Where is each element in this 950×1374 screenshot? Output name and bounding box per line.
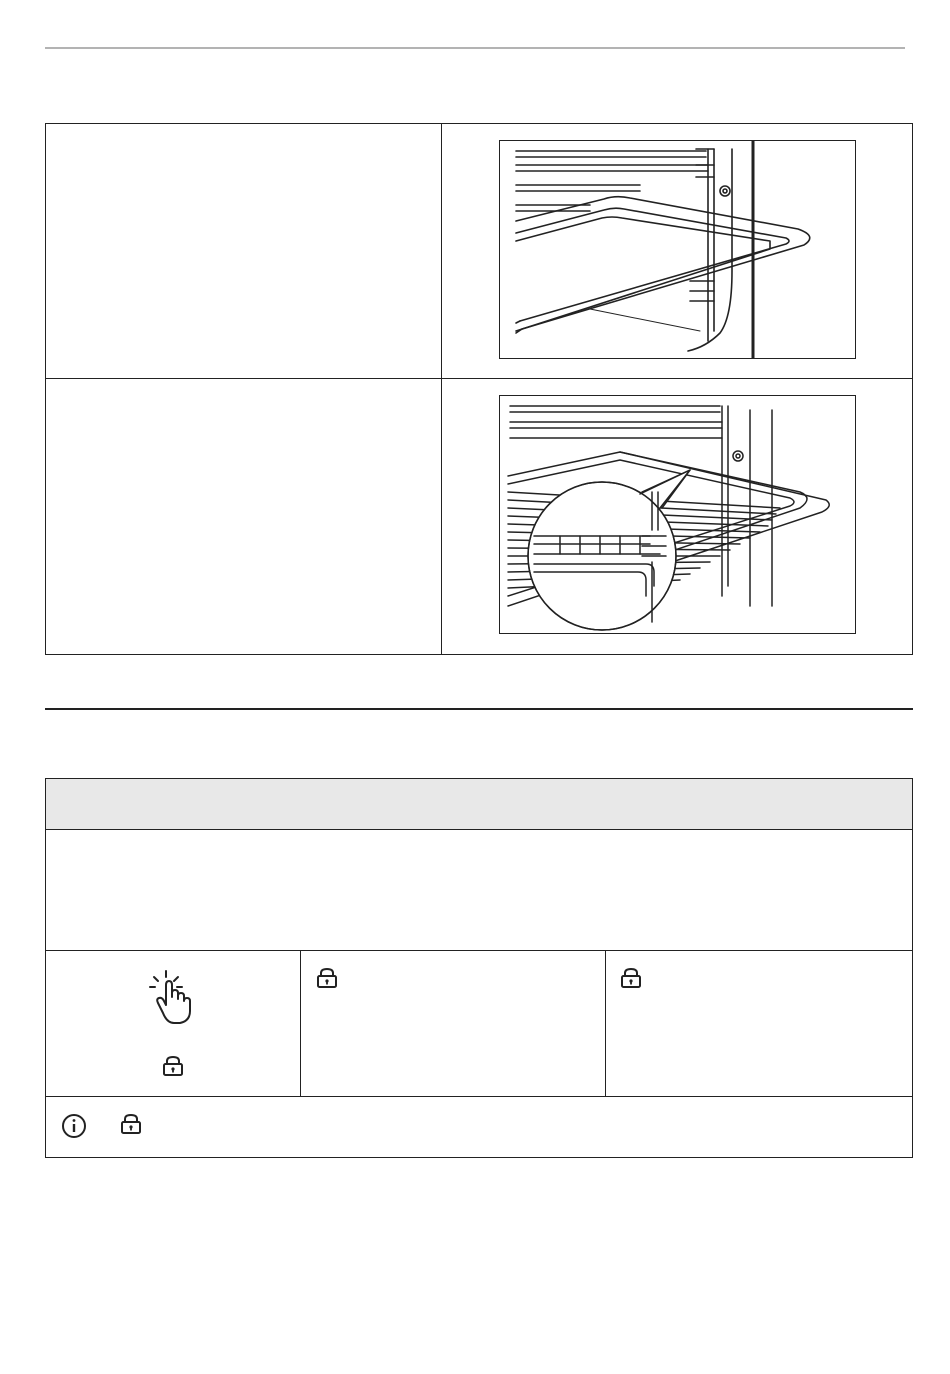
padlock-icon [120,1113,142,1135]
padlock-icon [162,1055,184,1077]
tray-instruction-cell [46,124,442,378]
lock-function-table [45,778,913,1158]
wire-shelf-row [46,379,912,654]
padlock-icon [620,967,642,989]
wire-shelf-illustration [499,395,856,634]
wire-shelf-illustration-cell [442,379,912,654]
lock-description-cell [46,830,912,951]
section-rule [45,708,913,710]
tray-illustration-cell [442,124,912,378]
lock-step-1 [46,951,301,1096]
lock-step-2 [301,951,606,1096]
lock-info-note [46,1097,912,1157]
lock-step-3 [606,951,912,1096]
accessory-insertion-table [45,123,913,655]
wire-shelf-instruction-cell [46,379,442,654]
padlock-icon [316,967,338,989]
lock-table-header [46,779,912,830]
baking-tray-illustration [499,140,856,359]
hand-touch-icon [146,969,194,1025]
tray-row [46,124,912,379]
info-icon [61,1113,87,1139]
top-rule [45,47,905,49]
lock-steps-row [46,951,912,1097]
